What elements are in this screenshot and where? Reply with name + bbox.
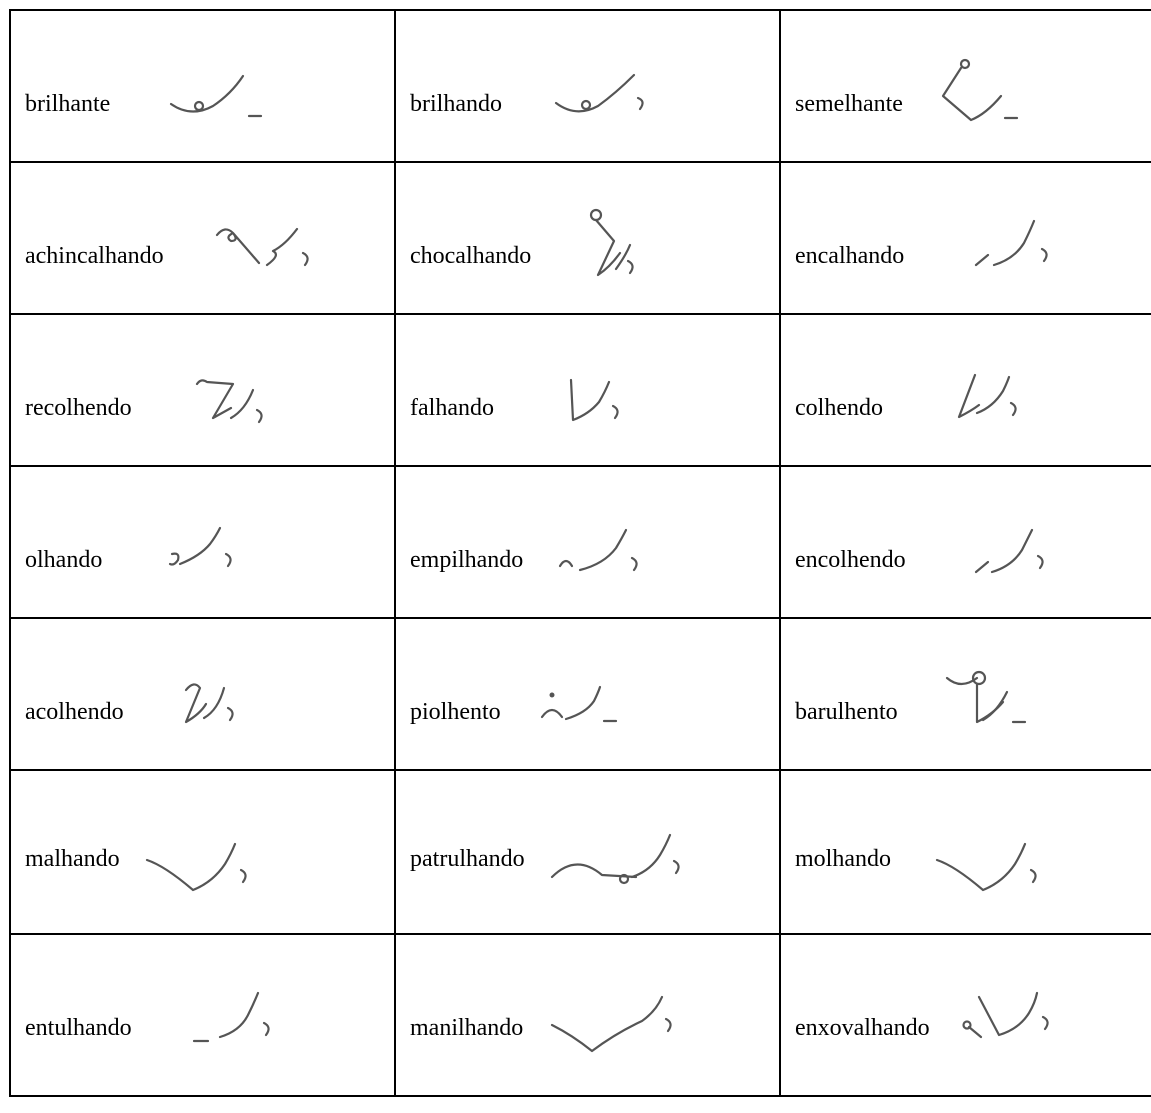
word-label: colhendo (795, 395, 883, 421)
table-cell (10, 770, 395, 934)
word-label: entulhando (25, 1015, 132, 1041)
table-cell (10, 314, 395, 466)
table-cell (780, 618, 1151, 770)
word-label: malhando (25, 846, 120, 872)
table-cell (780, 770, 1151, 934)
shorthand-recolhendo-icon (191, 370, 301, 435)
shorthand-colhendo-icon (951, 365, 1061, 435)
table-cell (780, 934, 1151, 1096)
shorthand-malhando-icon (141, 826, 281, 901)
word-label: falhando (410, 395, 494, 421)
word-label: encolhendo (795, 547, 906, 573)
shorthand-empilhando-icon (554, 522, 674, 587)
table-cell (780, 162, 1151, 314)
shorthand-falhando-icon (561, 370, 671, 435)
shorthand-brilhando-icon (546, 63, 656, 123)
word-label: chocalhando (410, 243, 532, 269)
shorthand-barulhento-icon (941, 664, 1061, 739)
shorthand-molhando-icon (931, 826, 1071, 901)
table-cell (10, 466, 395, 618)
shorthand-encalhando-icon (966, 213, 1076, 278)
word-label: encalhando (795, 243, 905, 269)
table-cell (10, 10, 395, 162)
table-cell (10, 162, 395, 314)
word-label: barulhento (795, 699, 898, 725)
word-label: piolhento (410, 699, 501, 725)
word-label: achincalhando (25, 243, 164, 269)
shorthand-table (9, 9, 1151, 1097)
word-label: acolhendo (25, 699, 124, 725)
table-cell (395, 10, 780, 162)
word-label: patrulhando (410, 846, 525, 872)
table-cell (395, 466, 780, 618)
table-row (10, 466, 1151, 618)
shorthand-chocalhando-icon (576, 203, 686, 288)
table-cell (10, 618, 395, 770)
shorthand-acolhendo-icon (176, 674, 286, 739)
table-cell (10, 934, 395, 1096)
word-label: olhando (25, 547, 103, 573)
word-label: brilhante (25, 91, 111, 117)
word-label: manilhando (410, 1015, 524, 1041)
table-row (10, 934, 1151, 1096)
table-cell (780, 466, 1151, 618)
table-row (10, 618, 1151, 770)
table-cell (395, 618, 780, 770)
shorthand-olhando-icon (166, 522, 276, 587)
table-cell (395, 162, 780, 314)
shorthand-entulhando-icon (186, 985, 296, 1055)
shorthand-achincalhando-icon (211, 215, 331, 285)
word-label: brilhando (410, 91, 502, 117)
shorthand-enxovalhando-icon (949, 977, 1069, 1057)
word-label: recolhendo (25, 395, 132, 421)
table-cell (395, 934, 780, 1096)
word-label: molhando (795, 846, 891, 872)
shorthand-manilhando-icon (546, 985, 696, 1060)
shorthand-patrulhando-icon (546, 819, 696, 894)
table-row (10, 10, 1151, 162)
table-cell (395, 314, 780, 466)
shorthand-piolhento-icon (536, 681, 646, 736)
word-label: semelhante (795, 91, 903, 117)
shorthand-semelhante-icon (931, 56, 1041, 131)
table-row (10, 314, 1151, 466)
table-cell (780, 10, 1151, 162)
word-label: empilhando (410, 547, 524, 573)
shorthand-brilhante-icon (161, 66, 271, 126)
word-label: enxovalhando (795, 1015, 930, 1041)
shorthand-encolhendo-icon (966, 522, 1076, 587)
table-cell (780, 314, 1151, 466)
table-row (10, 162, 1151, 314)
table-row (10, 770, 1151, 934)
table-cell (395, 770, 780, 934)
